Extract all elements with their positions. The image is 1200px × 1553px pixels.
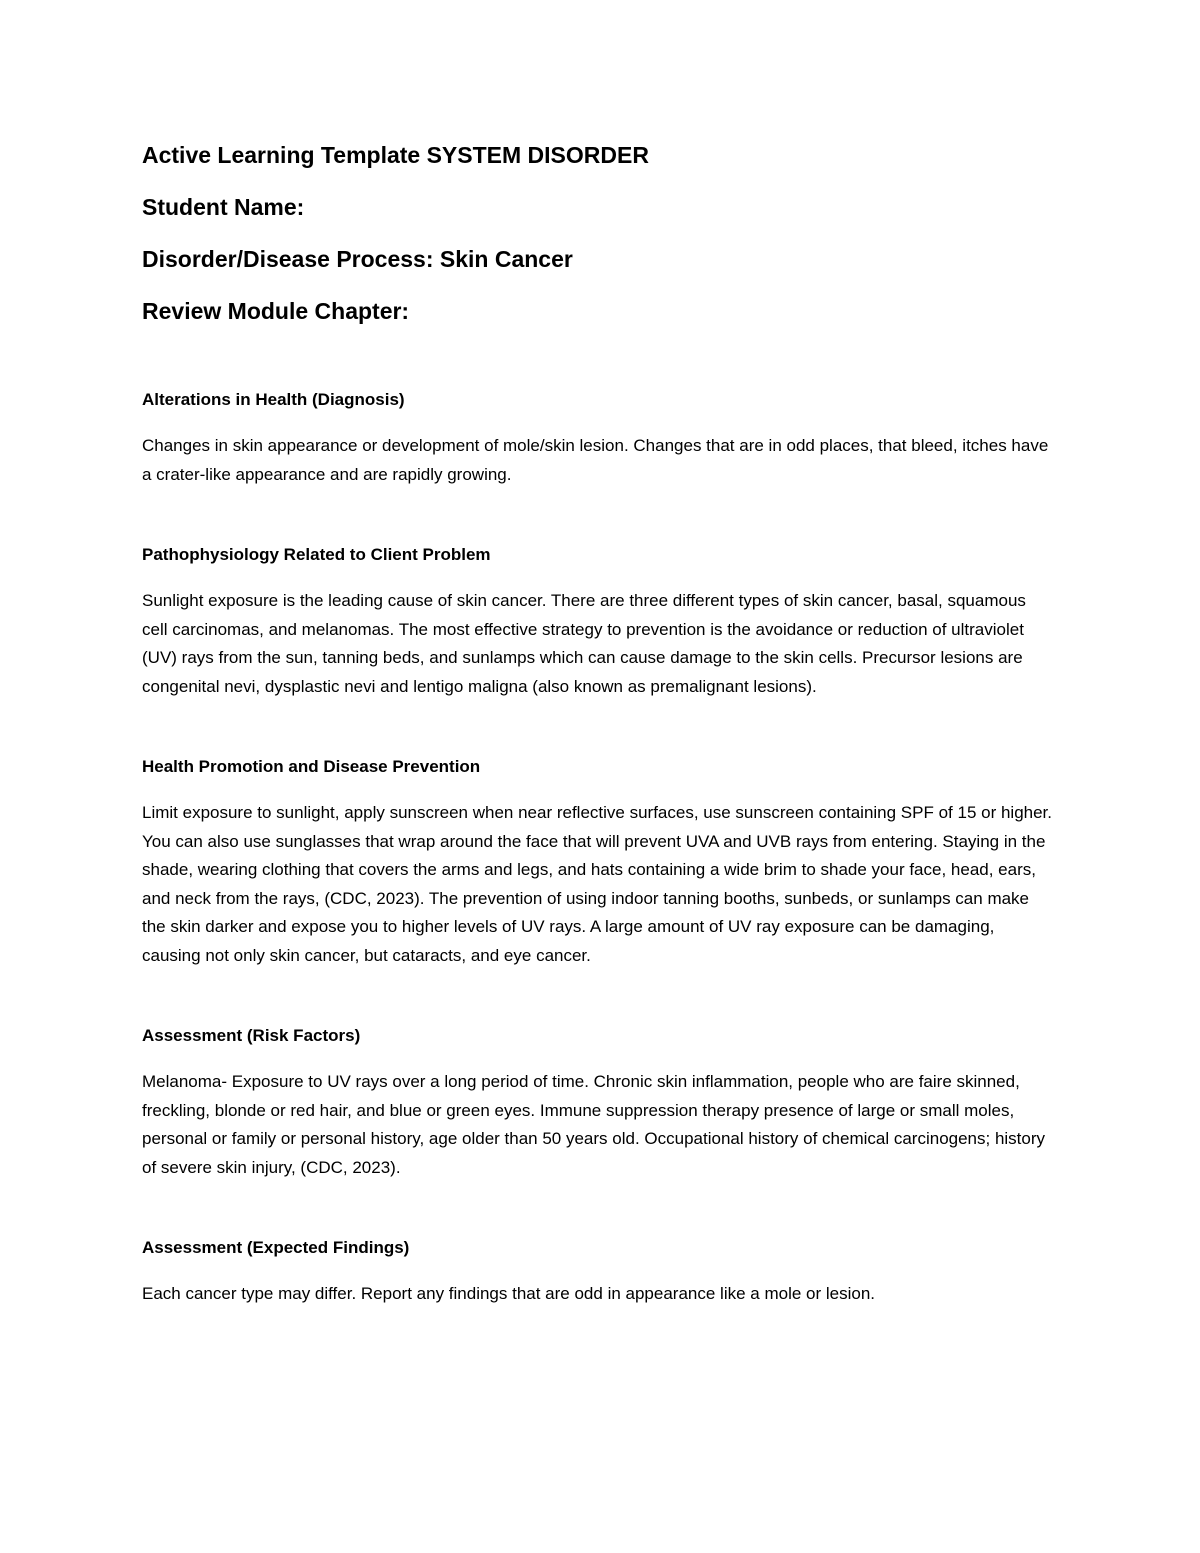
document-title: Active Learning Template SYSTEM DISORDER [142, 142, 649, 168]
section-pathophysiology [142, 543, 1052, 701]
header-spacer [142, 348, 1052, 388]
section-heading: Alterations in Health (Diagnosis) [142, 390, 405, 409]
section-alterations-in-health [142, 388, 1052, 489]
section-heading: Pathophysiology Related to Client Problem [142, 545, 491, 564]
review-module-label: Review Module Chapter: [142, 298, 410, 324]
document-content [142, 140, 1052, 1363]
section-heading: Assessment (Risk Factors) [142, 1026, 361, 1045]
section-risk-factors [142, 1024, 1052, 1182]
section-expected-findings [142, 1236, 1052, 1309]
section-body: Limit exposure to sunlight, apply sunscreen when near reflective surfaces, use sunscreen containing SPF of 15 or higher. You can also use sunglasses that wrap around the face that will prevent UVA and UVB rays from entering. Staying in the shade, wearing clothing that covers the arms and legs, and hats containing a wide brim to shade your face, head, ears, and neck from the rays, (CDC, 2023). The prevention of using indoor tanning booths, sunbeds, or sunlamps can make the skin darker and expose you to higher levels of UV rays. A large amount of UV ray exposure can be damaging, causing not only skin cancer, but cataracts, and eye cancer. [142, 803, 1053, 965]
student-name-label: Student Name: [142, 194, 305, 220]
section-body: Changes in skin appearance or development of mole/skin lesion. Changes that are in odd places, that bleed, itches have a crater-like appearance and are rapidly growing. [142, 436, 1049, 484]
section-heading: Assessment (Expected Findings) [142, 1238, 410, 1257]
section-heading: Health Promotion and Disease Prevention [142, 757, 481, 776]
section-health-promotion [142, 755, 1052, 970]
disorder-label: Disorder/Disease Process: Skin Cancer [142, 246, 573, 272]
section-body: Each cancer type may differ. Report any findings that are odd in appearance like a mole or lesion. [142, 1284, 876, 1303]
section-body: Sunlight exposure is the leading cause of skin cancer. There are three different types of skin cancer, basal, squamous cell carcinomas, and melanomas. The most effective strategy to prevention is the avoidance or reduction of ultraviolet (UV) rays from the sun, tanning beds, and sunlamps which can cause damage to the skin cells. Precursor lesions are congenital nevi, dysplastic nevi and lentigo maligna (also known as premalignant lesions). [142, 591, 1026, 696]
section-body: Melanoma- Exposure to UV rays over a long period of time. Chronic skin inflammation, people who are faire skinned, freckling, blonde or red hair, and blue or green eyes. Immune suppression therapy presence of large or small moles, personal or family or personal history, age older than 50 years old. Occupational history of chemical carcinogens; history of severe skin injury, (CDC, 2023). [142, 1072, 1046, 1177]
